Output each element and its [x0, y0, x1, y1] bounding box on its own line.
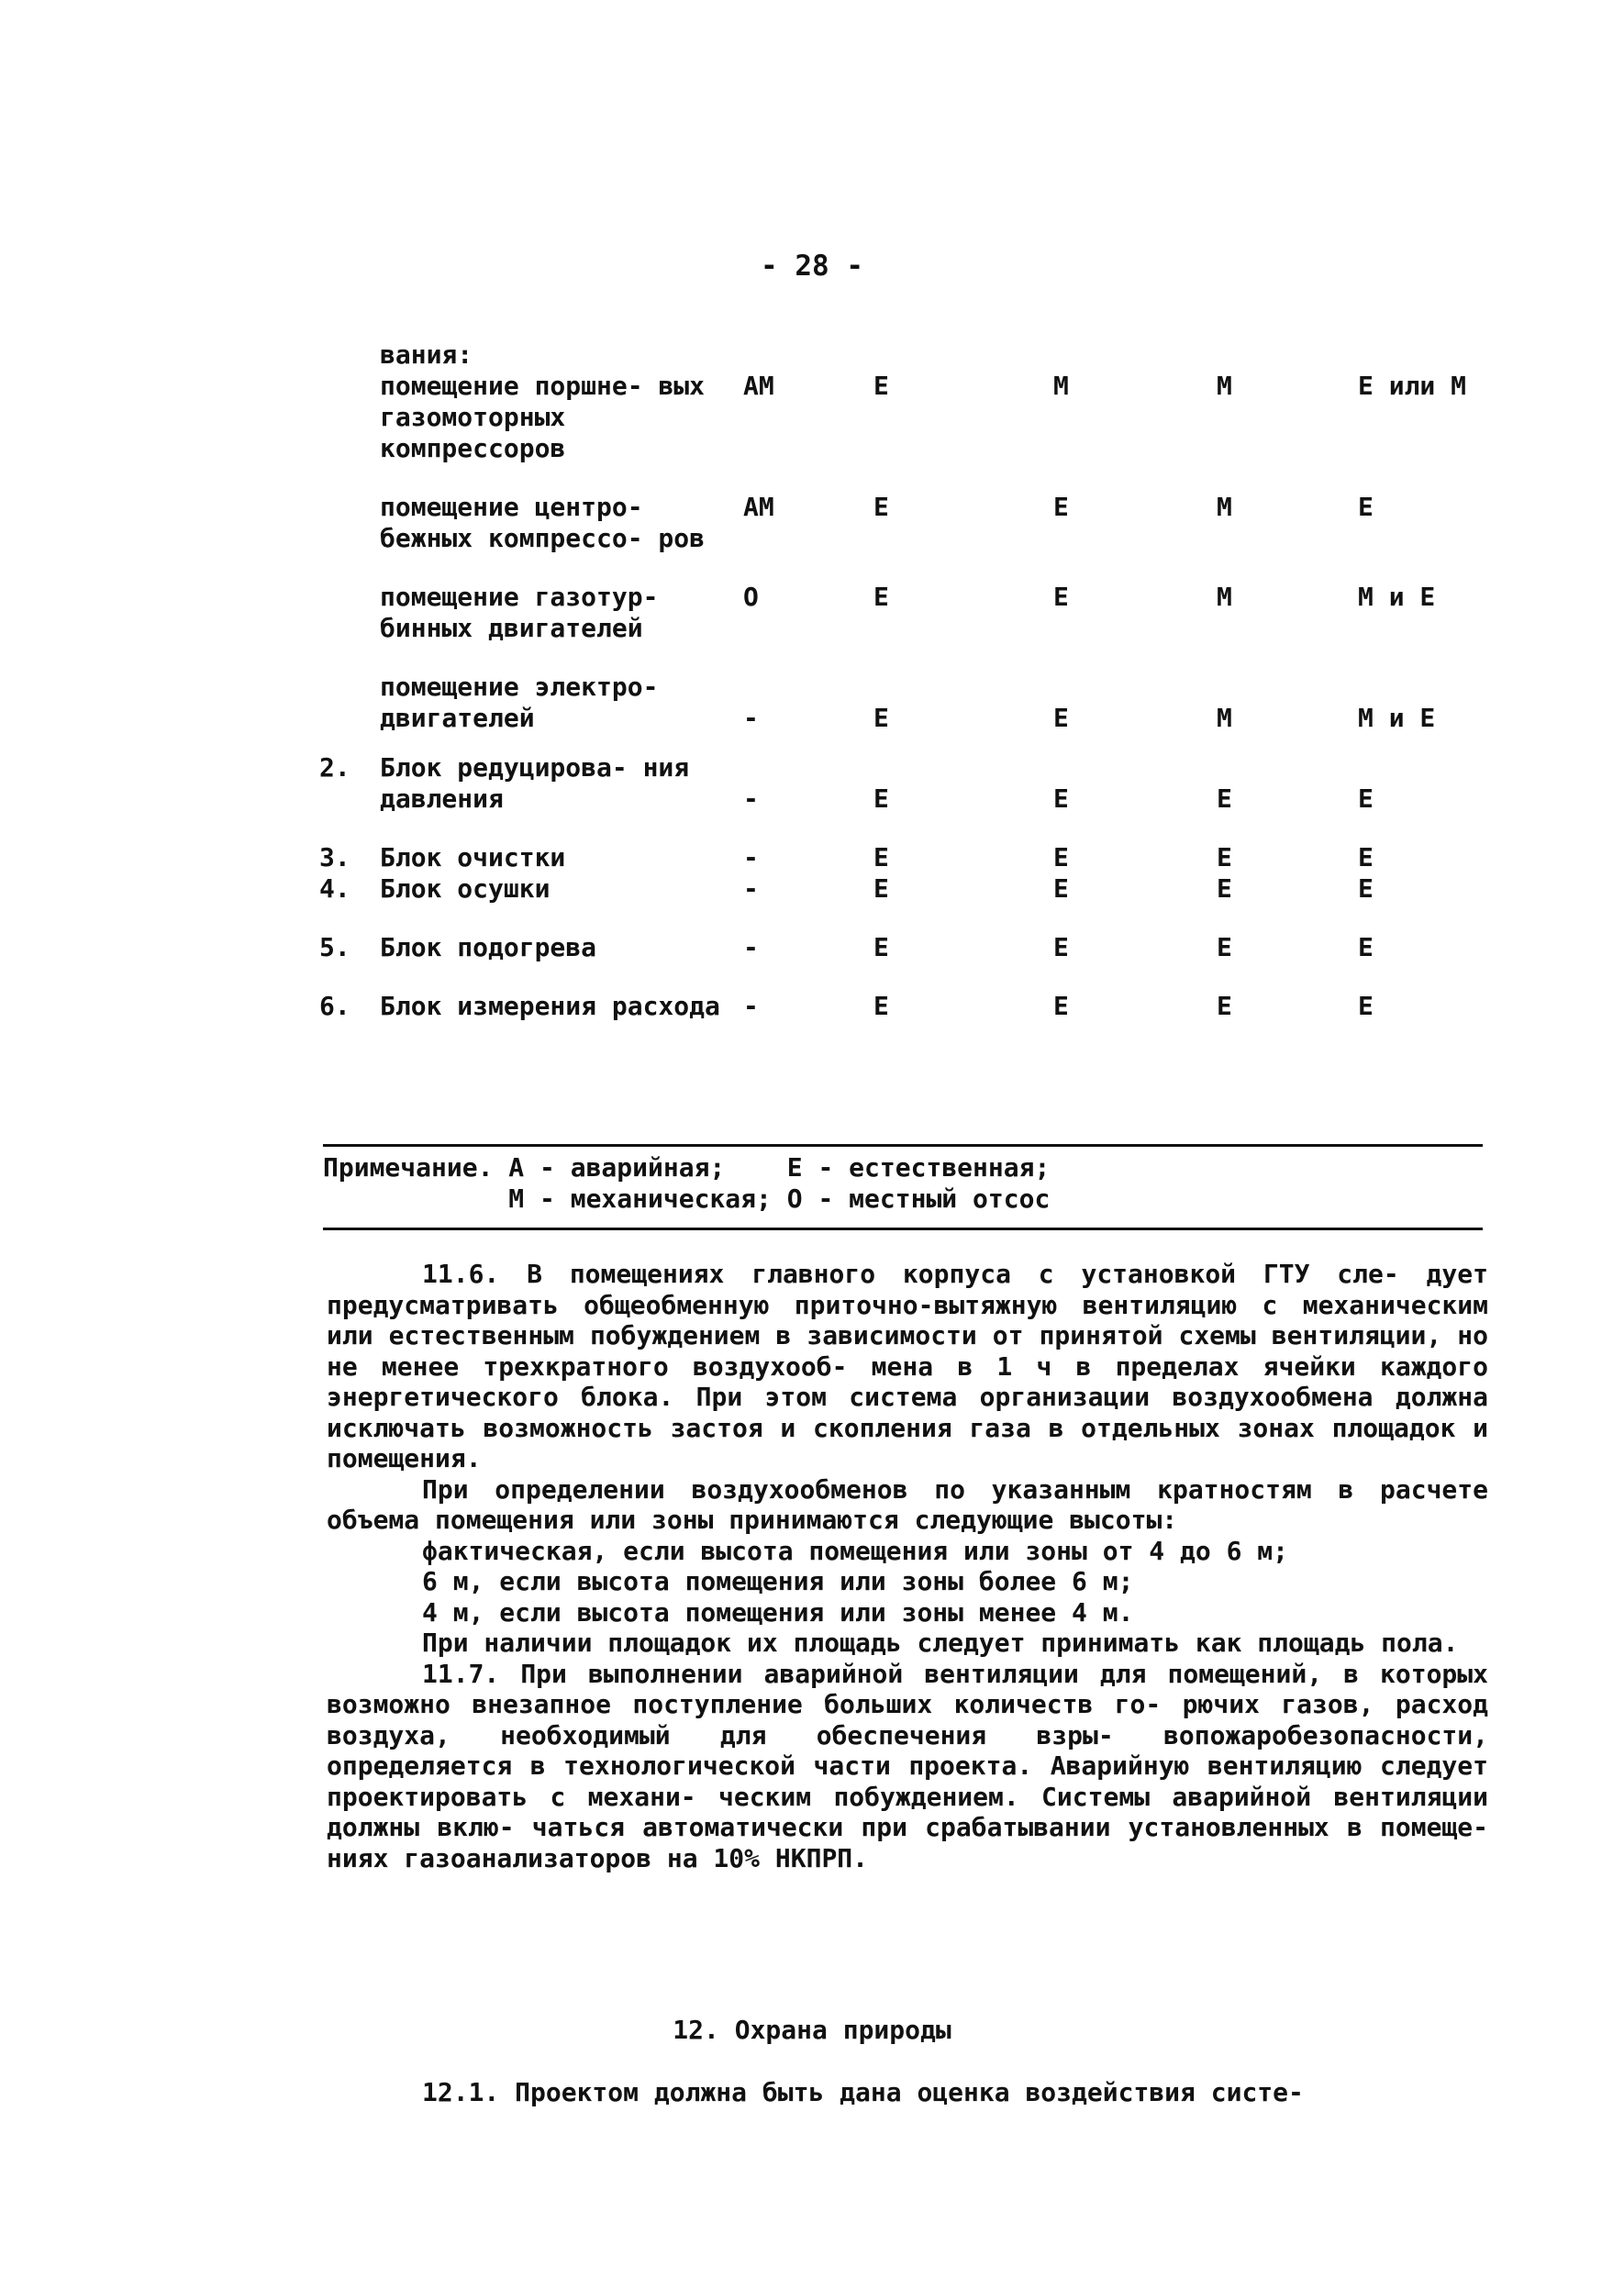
cell-col1: -: [743, 991, 759, 1021]
cell-col2: Е: [873, 492, 889, 522]
cell-col5: Е: [1358, 842, 1374, 872]
row-number: 6.: [319, 991, 350, 1021]
row-number: 2.: [319, 752, 350, 783]
cell-col4: М: [1217, 371, 1232, 401]
table-row: [319, 963, 1496, 1022]
table-row: [319, 554, 1496, 644]
cell-col1: -: [743, 783, 759, 814]
ventilation-table: [319, 339, 1496, 1022]
table-row: [319, 734, 1496, 815]
list-item: фактическая, если высота помещения или зоны от 4 до 6 м;: [422, 1535, 1289, 1566]
cell-col2: Е: [873, 873, 889, 904]
cell-col5: [1345, 339, 1496, 371]
cell-col2: Е: [873, 371, 889, 401]
cell-col2: Е: [873, 991, 889, 1021]
row-number: [319, 371, 380, 464]
row-number: [319, 644, 380, 734]
row-name: помещение поршне- вых газомоторных компрессоров: [380, 371, 706, 463]
cell-col4: Е: [1217, 842, 1232, 872]
cell-col1: -: [743, 703, 759, 733]
cell-col1: [743, 339, 862, 371]
cell-col3: Е: [1053, 842, 1069, 872]
cell-col4: Е: [1217, 873, 1232, 904]
cell-col4: [1191, 339, 1345, 371]
row-name: Блок очистки: [380, 842, 566, 872]
row-number: [319, 339, 380, 371]
cell-col2: Е: [873, 932, 889, 962]
cell-col4: Е: [1217, 932, 1232, 962]
paragraph-11-7: 11.7. При выполнении аварийной вентиляции для помещений, в которых возможно внезапное поступление больших количеств го- рючих газов, расход воздуха, необходимый для обеспечения взры- вопожаробезопасности, определяется в технологической части проекта. Аварийную вентиляцию следует проектировать с механи- ческим побуждением. Системы аварийной вентиляции должны вклю- чаться автоматически при срабатывании установленных в помеще- ниях газоанализаторов на 10% НКПРП.: [327, 1658, 1488, 1873]
cell-col4: М: [1217, 703, 1232, 733]
row-number: [319, 554, 380, 644]
section-heading-12: 12. Охрана природы: [673, 2015, 951, 2045]
cell-col3: Е: [1053, 492, 1069, 522]
page-number: - 28 -: [761, 250, 863, 283]
table-row: [319, 873, 1496, 905]
cell-col5: Е: [1358, 873, 1374, 904]
cell-col5: М и Е: [1358, 582, 1436, 612]
cell-col1: АМ: [743, 371, 774, 401]
table-row: [319, 464, 1496, 554]
table-row: [319, 371, 1496, 464]
row-number: 5.: [319, 932, 350, 962]
section-11-6: [327, 1259, 1488, 1873]
cell-col2: Е: [873, 582, 889, 612]
list-item: 4 м, если высота помещения или зоны менее 4 м.: [422, 1596, 1134, 1628]
row-name: помещение центро- бежных компрессо- ров: [380, 492, 706, 553]
cell-col1: АМ: [743, 492, 774, 522]
row-name: вания:: [380, 339, 473, 370]
cell-col2: Е: [873, 783, 889, 814]
row-name: Блок редуцирова- ния давления: [380, 752, 690, 814]
table-row: [319, 339, 1496, 371]
table-row: [319, 815, 1496, 873]
row-number: 3.: [319, 842, 350, 872]
cell-col2: [862, 339, 1035, 371]
cell-col5: Е: [1358, 991, 1374, 1021]
cell-col3: Е: [1053, 703, 1069, 733]
paragraph-11-6: 11.6. В помещениях главного корпуса с установкой ГТУ сле- дует предусматривать общеобменную приточно-вытяжную вентиляцию с механическим или естественным побуждением в зависимости от принятой схемы вентиляции, но не менее трехкратного воздухооб- мена в 1 ч в пределах ячейки каждого энергетического блока. При этом система организации воздухообмена должна исключать возможность застоя и скопления газа в отдельных зонах площадок и помещения.: [327, 1259, 1488, 1473]
cell-col5: Е или М: [1358, 371, 1467, 401]
row-number: 4.: [319, 873, 350, 904]
row-name: помещение электро- двигателей: [380, 672, 659, 733]
cell-col3: Е: [1053, 991, 1069, 1021]
cell-col1: -: [743, 873, 759, 904]
cell-col3: Е: [1053, 783, 1069, 814]
list-item: 6 м, если высота помещения или зоны более 6 м;: [422, 1566, 1134, 1596]
row-name: Блок измерения расхода: [380, 991, 720, 1021]
cell-col5: Е: [1358, 783, 1374, 814]
note-line-1: Примечание. А - аварийная; Е - естественная;: [323, 1152, 1051, 1183]
cell-col3: [1035, 339, 1191, 371]
cell-col1: О: [743, 582, 759, 612]
cell-col1: -: [743, 932, 759, 962]
row-number: [319, 464, 380, 554]
paragraph-11-6-platforms: При наличии площадок их площадь следует принимать как площадь пола.: [422, 1628, 1459, 1658]
cell-col4: Е: [1217, 783, 1232, 814]
table-row: [319, 905, 1496, 963]
cell-col5: Е: [1358, 492, 1374, 522]
cell-col3: Е: [1053, 873, 1069, 904]
cell-col3: Е: [1053, 582, 1069, 612]
cell-col5: Е: [1358, 932, 1374, 962]
cell-col2: Е: [873, 703, 889, 733]
cell-col2: Е: [873, 842, 889, 872]
table-row: [319, 644, 1496, 734]
table-note: [323, 1152, 1050, 1215]
note-line-2: М - механическая; О - местный отсос: [323, 1183, 1051, 1214]
cell-col4: М: [1217, 492, 1232, 522]
cell-col3: Е: [1053, 932, 1069, 962]
cell-col1: -: [743, 842, 759, 872]
note-bottom-rule: [323, 1228, 1483, 1230]
cell-col4: М: [1217, 582, 1232, 612]
paragraph-12-1: 12.1. Проектом должна быть дана оценка воздействия систе-: [422, 2077, 1304, 2107]
row-name: Блок подогрева: [380, 932, 597, 962]
paragraph-11-6-heights: При определении воздухообменов по указанным кратностям в расчете объема помещения или зоны принимаются следующие высоты:: [327, 1473, 1488, 1535]
row-name: помещение газотур- бинных двигателей: [380, 582, 659, 643]
cell-col5: М и Е: [1358, 703, 1436, 733]
table-bottom-rule: [323, 1144, 1483, 1147]
cell-col4: Е: [1217, 991, 1232, 1021]
cell-col3: М: [1053, 371, 1069, 401]
row-name: Блок осушки: [380, 873, 551, 904]
